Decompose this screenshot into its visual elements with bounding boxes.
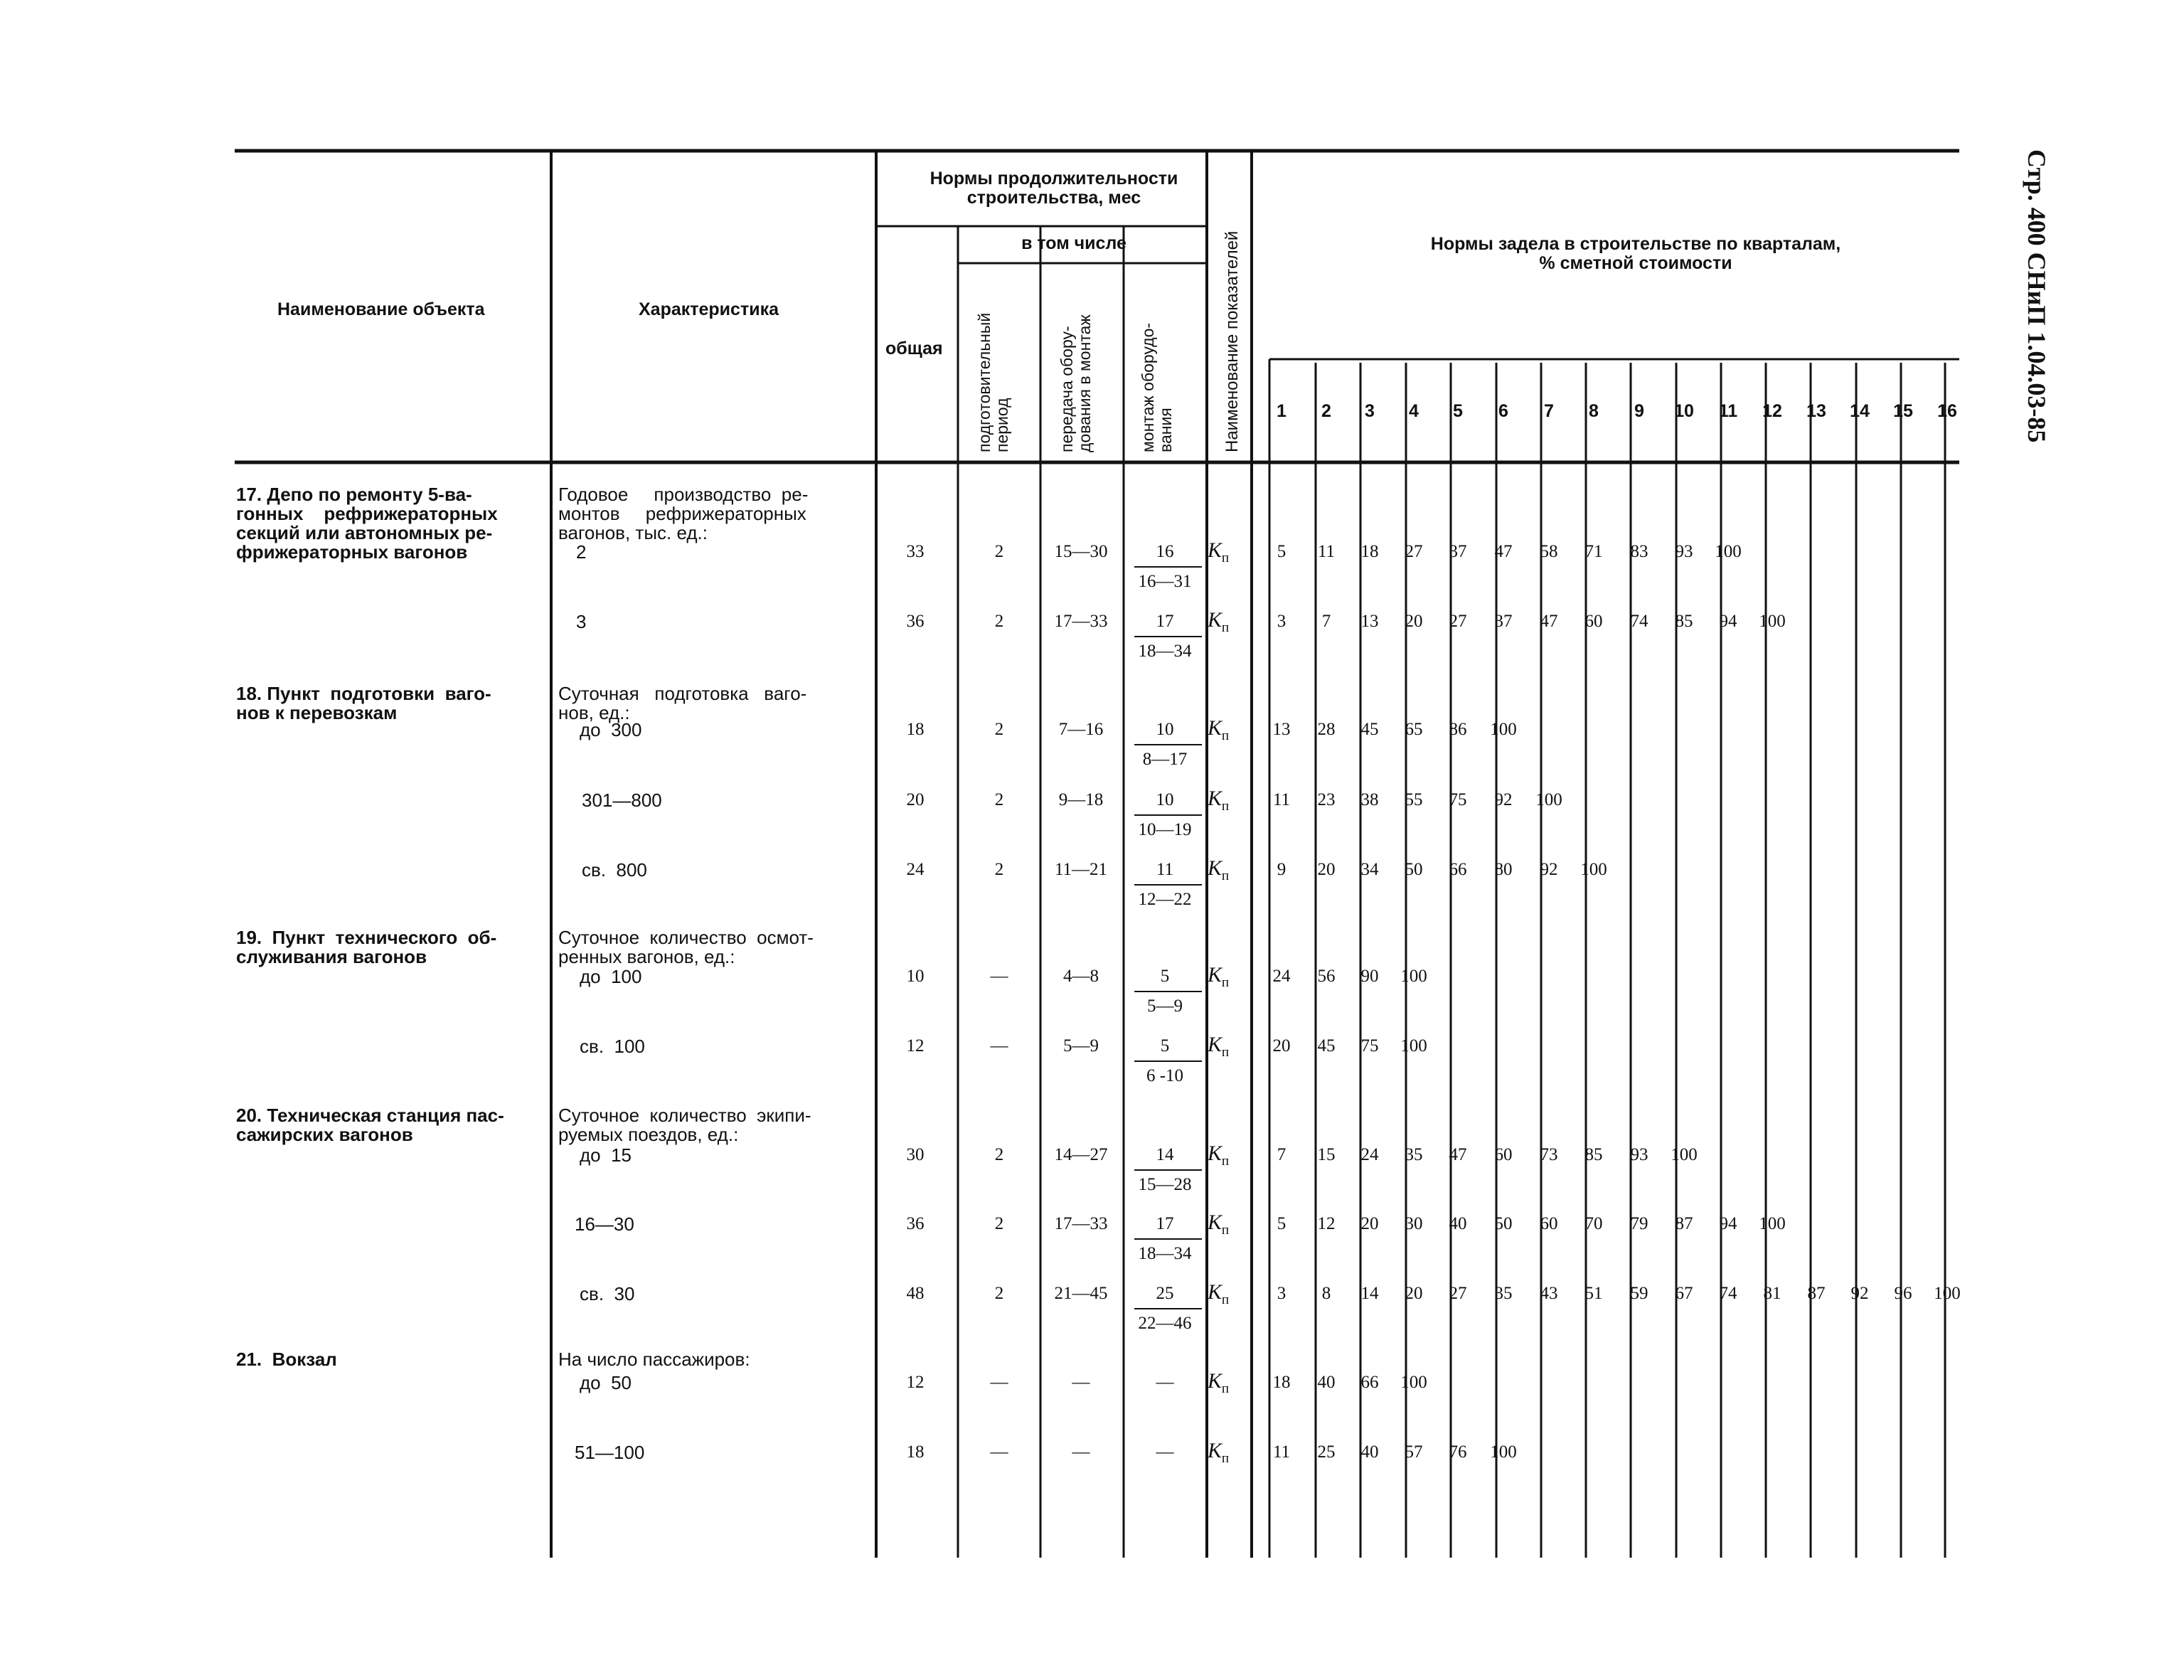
cell-quarter-5: 37 xyxy=(1449,542,1467,561)
cell-quarter-5: 75 xyxy=(1449,790,1467,809)
row-label: до 50 xyxy=(580,1372,632,1393)
row-label: 301—800 xyxy=(582,790,662,811)
quarter-header-15: 15 xyxy=(1893,401,1913,421)
cell-quarter-1: 11 xyxy=(1272,1442,1291,1462)
cell-quarter-11: 94 xyxy=(1719,1214,1737,1233)
cell-preparatory: 2 xyxy=(994,860,1004,879)
cell-quarter-9: 74 xyxy=(1630,612,1648,631)
cell-quarter-9: 93 xyxy=(1630,1145,1648,1164)
quarter-header-6: 6 xyxy=(1498,401,1508,421)
indicator-kp: $К_п$ xyxy=(1208,538,1230,565)
cell-quarter-6: 50 xyxy=(1494,1214,1513,1233)
cell-quarter-8: 51 xyxy=(1584,1284,1603,1303)
cell-quarter-5: 27 xyxy=(1449,1284,1467,1303)
cell-install-alt: 15—28 xyxy=(1138,1175,1192,1194)
object-name: 18. Пункт подготовки ваго- нов к перевозкам xyxy=(236,683,491,723)
cell-preparatory: — xyxy=(990,967,1008,986)
row-label: до 300 xyxy=(580,719,642,740)
cell-quarter-6: 47 xyxy=(1494,542,1513,561)
header-including: в том числе xyxy=(1021,233,1126,253)
cell-install-alt: 22—46 xyxy=(1138,1314,1192,1333)
cell-total: 36 xyxy=(906,1214,925,1233)
cell-quarter-5: 86 xyxy=(1449,720,1467,739)
cell-quarter-10: 67 xyxy=(1675,1284,1693,1303)
indicator-kp: $К_п$ xyxy=(1208,608,1230,635)
object-characteristic: На число пассажиров: xyxy=(558,1349,750,1370)
header-equipment-transfer: передача обору- дования в монтаж xyxy=(1058,314,1094,452)
cell-preparatory: — xyxy=(990,1442,1008,1462)
cell-quarter-3: 75 xyxy=(1360,1036,1379,1056)
indicator-kp: $К_п$ xyxy=(1208,1211,1230,1238)
cell-transfer: 15—30 xyxy=(1054,542,1108,561)
cell-quarter-2: 8 xyxy=(1321,1284,1331,1303)
cell-quarter-2: 28 xyxy=(1317,720,1336,739)
cell-install: — xyxy=(1156,1442,1174,1462)
cell-transfer: 7—16 xyxy=(1058,720,1104,739)
cell-total: 24 xyxy=(906,860,925,879)
object-characteristic: Суточное количество экипи- руемых поездов, ед.: xyxy=(558,1105,811,1145)
cell-quarter-3: 34 xyxy=(1360,860,1379,879)
indicator-kp: $К_п$ xyxy=(1208,1280,1230,1307)
quarter-header-10: 10 xyxy=(1674,401,1694,421)
cell-install-alt: 6 -10 xyxy=(1146,1066,1184,1085)
quarter-header-5: 5 xyxy=(1453,401,1463,421)
cell-quarter-7: 43 xyxy=(1540,1284,1558,1303)
quarter-header-1: 1 xyxy=(1277,401,1287,421)
cell-quarter-3: 24 xyxy=(1360,1145,1379,1164)
cell-quarter-6: 60 xyxy=(1494,1145,1513,1164)
header-characteristic: Характеристика xyxy=(639,299,779,319)
cell-quarter-1: 3 xyxy=(1277,612,1287,631)
header-preparatory-period: подготовительный период xyxy=(975,312,1011,452)
cell-install-alt: 18—34 xyxy=(1138,1244,1192,1263)
page-reference: Стр. 400 СНиП 1.04.03-85 xyxy=(2023,149,2051,443)
quarter-header-2: 2 xyxy=(1321,401,1331,421)
header-backlog-norms: Нормы задела в строительстве по кварталам, % сметной стоимости xyxy=(1430,234,1841,273)
cell-quarter-5: 66 xyxy=(1449,860,1467,879)
indicator-kp: $К_п$ xyxy=(1208,1369,1230,1396)
cell-install: 17 xyxy=(1156,612,1174,631)
cell-install: 14 xyxy=(1156,1145,1174,1164)
cell-quarter-1: 5 xyxy=(1277,1214,1287,1233)
row-label: до 15 xyxy=(580,1144,632,1166)
cell-quarter-1: 7 xyxy=(1277,1145,1287,1164)
cell-quarter-1: 5 xyxy=(1277,542,1287,561)
cell-quarter-6: 37 xyxy=(1494,612,1513,631)
cell-install-alt: 8—17 xyxy=(1142,750,1188,769)
cell-total: 12 xyxy=(906,1373,925,1392)
cell-preparatory: 2 xyxy=(994,612,1004,631)
cell-total: 10 xyxy=(906,967,925,986)
cell-quarter-12: 100 xyxy=(1759,612,1786,631)
cell-quarter-7: 100 xyxy=(1535,790,1562,809)
cell-quarter-4: 35 xyxy=(1405,1145,1423,1164)
quarter-header-12: 12 xyxy=(1762,401,1782,421)
cell-quarter-8: 70 xyxy=(1584,1214,1603,1233)
cell-quarter-2: 15 xyxy=(1317,1145,1336,1164)
cell-preparatory: 2 xyxy=(994,1145,1004,1164)
cell-quarter-3: 13 xyxy=(1360,612,1379,631)
cell-quarter-2: 45 xyxy=(1317,1036,1336,1056)
cell-quarter-7: 60 xyxy=(1540,1214,1558,1233)
object-name: 20. Техническая станция пас- сажирских вагонов xyxy=(236,1105,504,1145)
cell-transfer: — xyxy=(1072,1442,1090,1462)
cell-preparatory: 2 xyxy=(994,1284,1004,1303)
cell-quarter-6: 92 xyxy=(1494,790,1513,809)
cell-quarter-6: 35 xyxy=(1494,1284,1513,1303)
cell-quarter-6: 100 xyxy=(1490,720,1517,739)
header-total: общая xyxy=(885,339,943,358)
header-equipment-install: монтаж оборудо- вания xyxy=(1139,322,1175,452)
cell-quarter-4: 65 xyxy=(1405,720,1423,739)
quarter-header-8: 8 xyxy=(1589,401,1599,421)
cell-quarter-2: 40 xyxy=(1317,1373,1336,1392)
cell-quarter-1: 24 xyxy=(1272,967,1291,986)
cell-quarter-7: 73 xyxy=(1540,1145,1558,1164)
object-name: 21. Вокзал xyxy=(236,1349,337,1370)
cell-quarter-4: 57 xyxy=(1405,1442,1423,1462)
cell-quarter-16: 100 xyxy=(1934,1284,1961,1303)
cell-total: 36 xyxy=(906,612,925,631)
cell-install: — xyxy=(1156,1373,1174,1392)
cell-quarter-3: 66 xyxy=(1360,1373,1379,1392)
cell-transfer: 21—45 xyxy=(1054,1284,1108,1303)
cell-quarter-14: 92 xyxy=(1850,1284,1869,1303)
cell-total: 20 xyxy=(906,790,925,809)
cell-install: 11 xyxy=(1156,860,1174,879)
cell-quarter-15: 96 xyxy=(1894,1284,1912,1303)
quarter-header-9: 9 xyxy=(1634,401,1644,421)
cell-quarter-11: 74 xyxy=(1719,1284,1737,1303)
cell-transfer: — xyxy=(1072,1373,1090,1392)
cell-quarter-1: 13 xyxy=(1272,720,1291,739)
table-rules xyxy=(235,151,1959,1558)
cell-quarter-7: 92 xyxy=(1540,860,1558,879)
cell-total: 18 xyxy=(906,1442,925,1462)
cell-install-alt: 5—9 xyxy=(1147,996,1183,1016)
cell-quarter-5: 27 xyxy=(1449,612,1467,631)
quarter-header-14: 14 xyxy=(1850,401,1870,421)
cell-install: 16 xyxy=(1156,542,1174,561)
cell-quarter-10: 87 xyxy=(1675,1214,1693,1233)
cell-quarter-6: 80 xyxy=(1494,860,1513,879)
cell-quarter-2: 20 xyxy=(1317,860,1336,879)
cell-preparatory: 2 xyxy=(994,790,1004,809)
quarter-header-11: 11 xyxy=(1718,401,1738,421)
cell-quarter-4: 20 xyxy=(1405,612,1423,631)
indicator-kp: $К_п$ xyxy=(1208,1142,1230,1169)
cell-quarter-4: 100 xyxy=(1400,1036,1427,1056)
cell-quarter-4: 27 xyxy=(1405,542,1423,561)
cell-quarter-5: 40 xyxy=(1449,1214,1467,1233)
row-label: до 100 xyxy=(580,966,642,987)
cell-quarter-7: 47 xyxy=(1540,612,1558,631)
cell-quarter-1: 20 xyxy=(1272,1036,1291,1056)
cell-total: 33 xyxy=(906,542,925,561)
cell-quarter-7: 58 xyxy=(1540,542,1558,561)
cell-transfer: 14—27 xyxy=(1054,1145,1108,1164)
cell-quarter-10: 85 xyxy=(1675,612,1693,631)
header-duration-norms: Нормы продолжительности строительства, мес xyxy=(929,169,1178,208)
cell-install-alt: 12—22 xyxy=(1138,890,1192,909)
cell-total: 48 xyxy=(906,1284,925,1303)
cell-transfer: 17—33 xyxy=(1054,612,1108,631)
object-characteristic: Годовое производство ре- монтов рефрижераторных вагонов, тыс. ед.: xyxy=(558,484,809,543)
cell-total: 30 xyxy=(906,1145,925,1164)
quarter-header-4: 4 xyxy=(1409,401,1419,421)
row-label: св. 100 xyxy=(580,1036,645,1057)
row-label: 16—30 xyxy=(575,1213,634,1235)
indicator-kp: $К_п$ xyxy=(1208,1439,1230,1466)
cell-quarter-8: 60 xyxy=(1584,612,1603,631)
cell-install-alt: 16—31 xyxy=(1138,572,1192,591)
cell-quarter-3: 40 xyxy=(1360,1442,1379,1462)
cell-quarter-2: 23 xyxy=(1317,790,1336,809)
cell-quarter-13: 87 xyxy=(1807,1284,1826,1303)
cell-quarter-4: 20 xyxy=(1405,1284,1423,1303)
quarter-header-16: 16 xyxy=(1937,401,1957,421)
cell-quarter-1: 18 xyxy=(1272,1373,1291,1392)
indicator-kp: $К_п$ xyxy=(1208,963,1230,990)
cell-quarter-3: 14 xyxy=(1360,1284,1379,1303)
cell-quarter-4: 100 xyxy=(1400,1373,1427,1392)
cell-total: 12 xyxy=(906,1036,925,1056)
object-characteristic: Суточное количество осмот- ренных вагонов, ед.: xyxy=(558,927,814,967)
object-name: 19. Пункт технического об- служивания вагонов xyxy=(236,927,497,967)
cell-quarter-12: 100 xyxy=(1759,1214,1786,1233)
indicator-kp: $К_п$ xyxy=(1208,1033,1230,1060)
row-label: 51—100 xyxy=(575,1442,645,1463)
cell-transfer: 17—33 xyxy=(1054,1214,1108,1233)
cell-quarter-12: 81 xyxy=(1763,1284,1781,1303)
cell-quarter-4: 55 xyxy=(1405,790,1423,809)
cell-quarter-2: 25 xyxy=(1317,1442,1336,1462)
cell-install-alt: 18—34 xyxy=(1138,642,1192,661)
cell-quarter-8: 100 xyxy=(1580,860,1607,879)
cell-quarter-2: 12 xyxy=(1317,1214,1336,1233)
row-label: 3 xyxy=(576,611,587,632)
quarter-header-3: 3 xyxy=(1365,401,1375,421)
cell-install: 10 xyxy=(1156,790,1174,809)
cell-quarter-9: 83 xyxy=(1630,542,1648,561)
cell-quarter-3: 38 xyxy=(1360,790,1379,809)
cell-transfer: 9—18 xyxy=(1058,790,1104,809)
header-indicator-name: Наименование показателей xyxy=(1222,230,1242,452)
indicator-kp: $К_п$ xyxy=(1208,856,1230,883)
cell-quarter-8: 71 xyxy=(1584,542,1603,561)
quarter-header-7: 7 xyxy=(1544,401,1554,421)
cell-install: 5 xyxy=(1160,1036,1170,1056)
cell-quarter-10: 100 xyxy=(1671,1145,1698,1164)
cell-total: 18 xyxy=(906,720,925,739)
cell-quarter-9: 79 xyxy=(1630,1214,1648,1233)
cell-transfer: 4—8 xyxy=(1063,967,1099,986)
cell-preparatory: 2 xyxy=(994,1214,1004,1233)
quarter-header-13: 13 xyxy=(1806,401,1826,421)
cell-quarter-3: 45 xyxy=(1360,720,1379,739)
cell-quarter-3: 20 xyxy=(1360,1214,1379,1233)
cell-quarter-2: 7 xyxy=(1321,612,1331,631)
cell-install: 5 xyxy=(1160,967,1170,986)
cell-install-alt: 10—19 xyxy=(1138,820,1192,839)
cell-preparatory: — xyxy=(990,1373,1008,1392)
cell-install: 25 xyxy=(1156,1284,1174,1303)
cell-preparatory: 2 xyxy=(994,542,1004,561)
cell-quarter-5: 76 xyxy=(1449,1442,1467,1462)
row-label: 2 xyxy=(576,541,587,563)
row-label: св. 800 xyxy=(582,859,647,881)
cell-install: 17 xyxy=(1156,1214,1174,1233)
cell-quarter-1: 3 xyxy=(1277,1284,1287,1303)
cell-transfer: 5—9 xyxy=(1063,1036,1099,1056)
cell-quarter-2: 11 xyxy=(1317,542,1336,561)
cell-quarter-8: 85 xyxy=(1584,1145,1603,1164)
row-label: св. 30 xyxy=(580,1283,635,1304)
object-characteristic: Суточная подготовка ваго- нов, ед.: xyxy=(558,683,807,723)
cell-quarter-9: 59 xyxy=(1630,1284,1648,1303)
cell-quarter-4: 50 xyxy=(1405,860,1423,879)
cell-quarter-2: 56 xyxy=(1317,967,1336,986)
indicator-kp: $К_п$ xyxy=(1208,716,1230,743)
object-name: 17. Депо по ремонту 5-ва- гонных рефрижераторных секций или автономных ре- фрижераторных вагонов xyxy=(236,484,498,563)
header-object-name: Наименование объекта xyxy=(277,299,485,319)
cell-quarter-11: 94 xyxy=(1719,612,1737,631)
cell-transfer: 11—21 xyxy=(1054,860,1108,879)
cell-quarter-5: 47 xyxy=(1449,1145,1467,1164)
cell-quarter-10: 93 xyxy=(1675,542,1693,561)
cell-preparatory: — xyxy=(990,1036,1008,1056)
cell-quarter-3: 90 xyxy=(1360,967,1379,986)
cell-quarter-1: 9 xyxy=(1277,860,1287,879)
cell-quarter-4: 100 xyxy=(1400,967,1427,986)
indicator-kp: $К_п$ xyxy=(1208,787,1230,814)
cell-quarter-1: 11 xyxy=(1272,790,1291,809)
cell-quarter-6: 100 xyxy=(1490,1442,1517,1462)
cell-install: 10 xyxy=(1156,720,1174,739)
cell-preparatory: 2 xyxy=(994,720,1004,739)
cell-quarter-3: 18 xyxy=(1360,542,1379,561)
cell-quarter-4: 30 xyxy=(1405,1214,1423,1233)
cell-quarter-11: 100 xyxy=(1715,542,1742,561)
